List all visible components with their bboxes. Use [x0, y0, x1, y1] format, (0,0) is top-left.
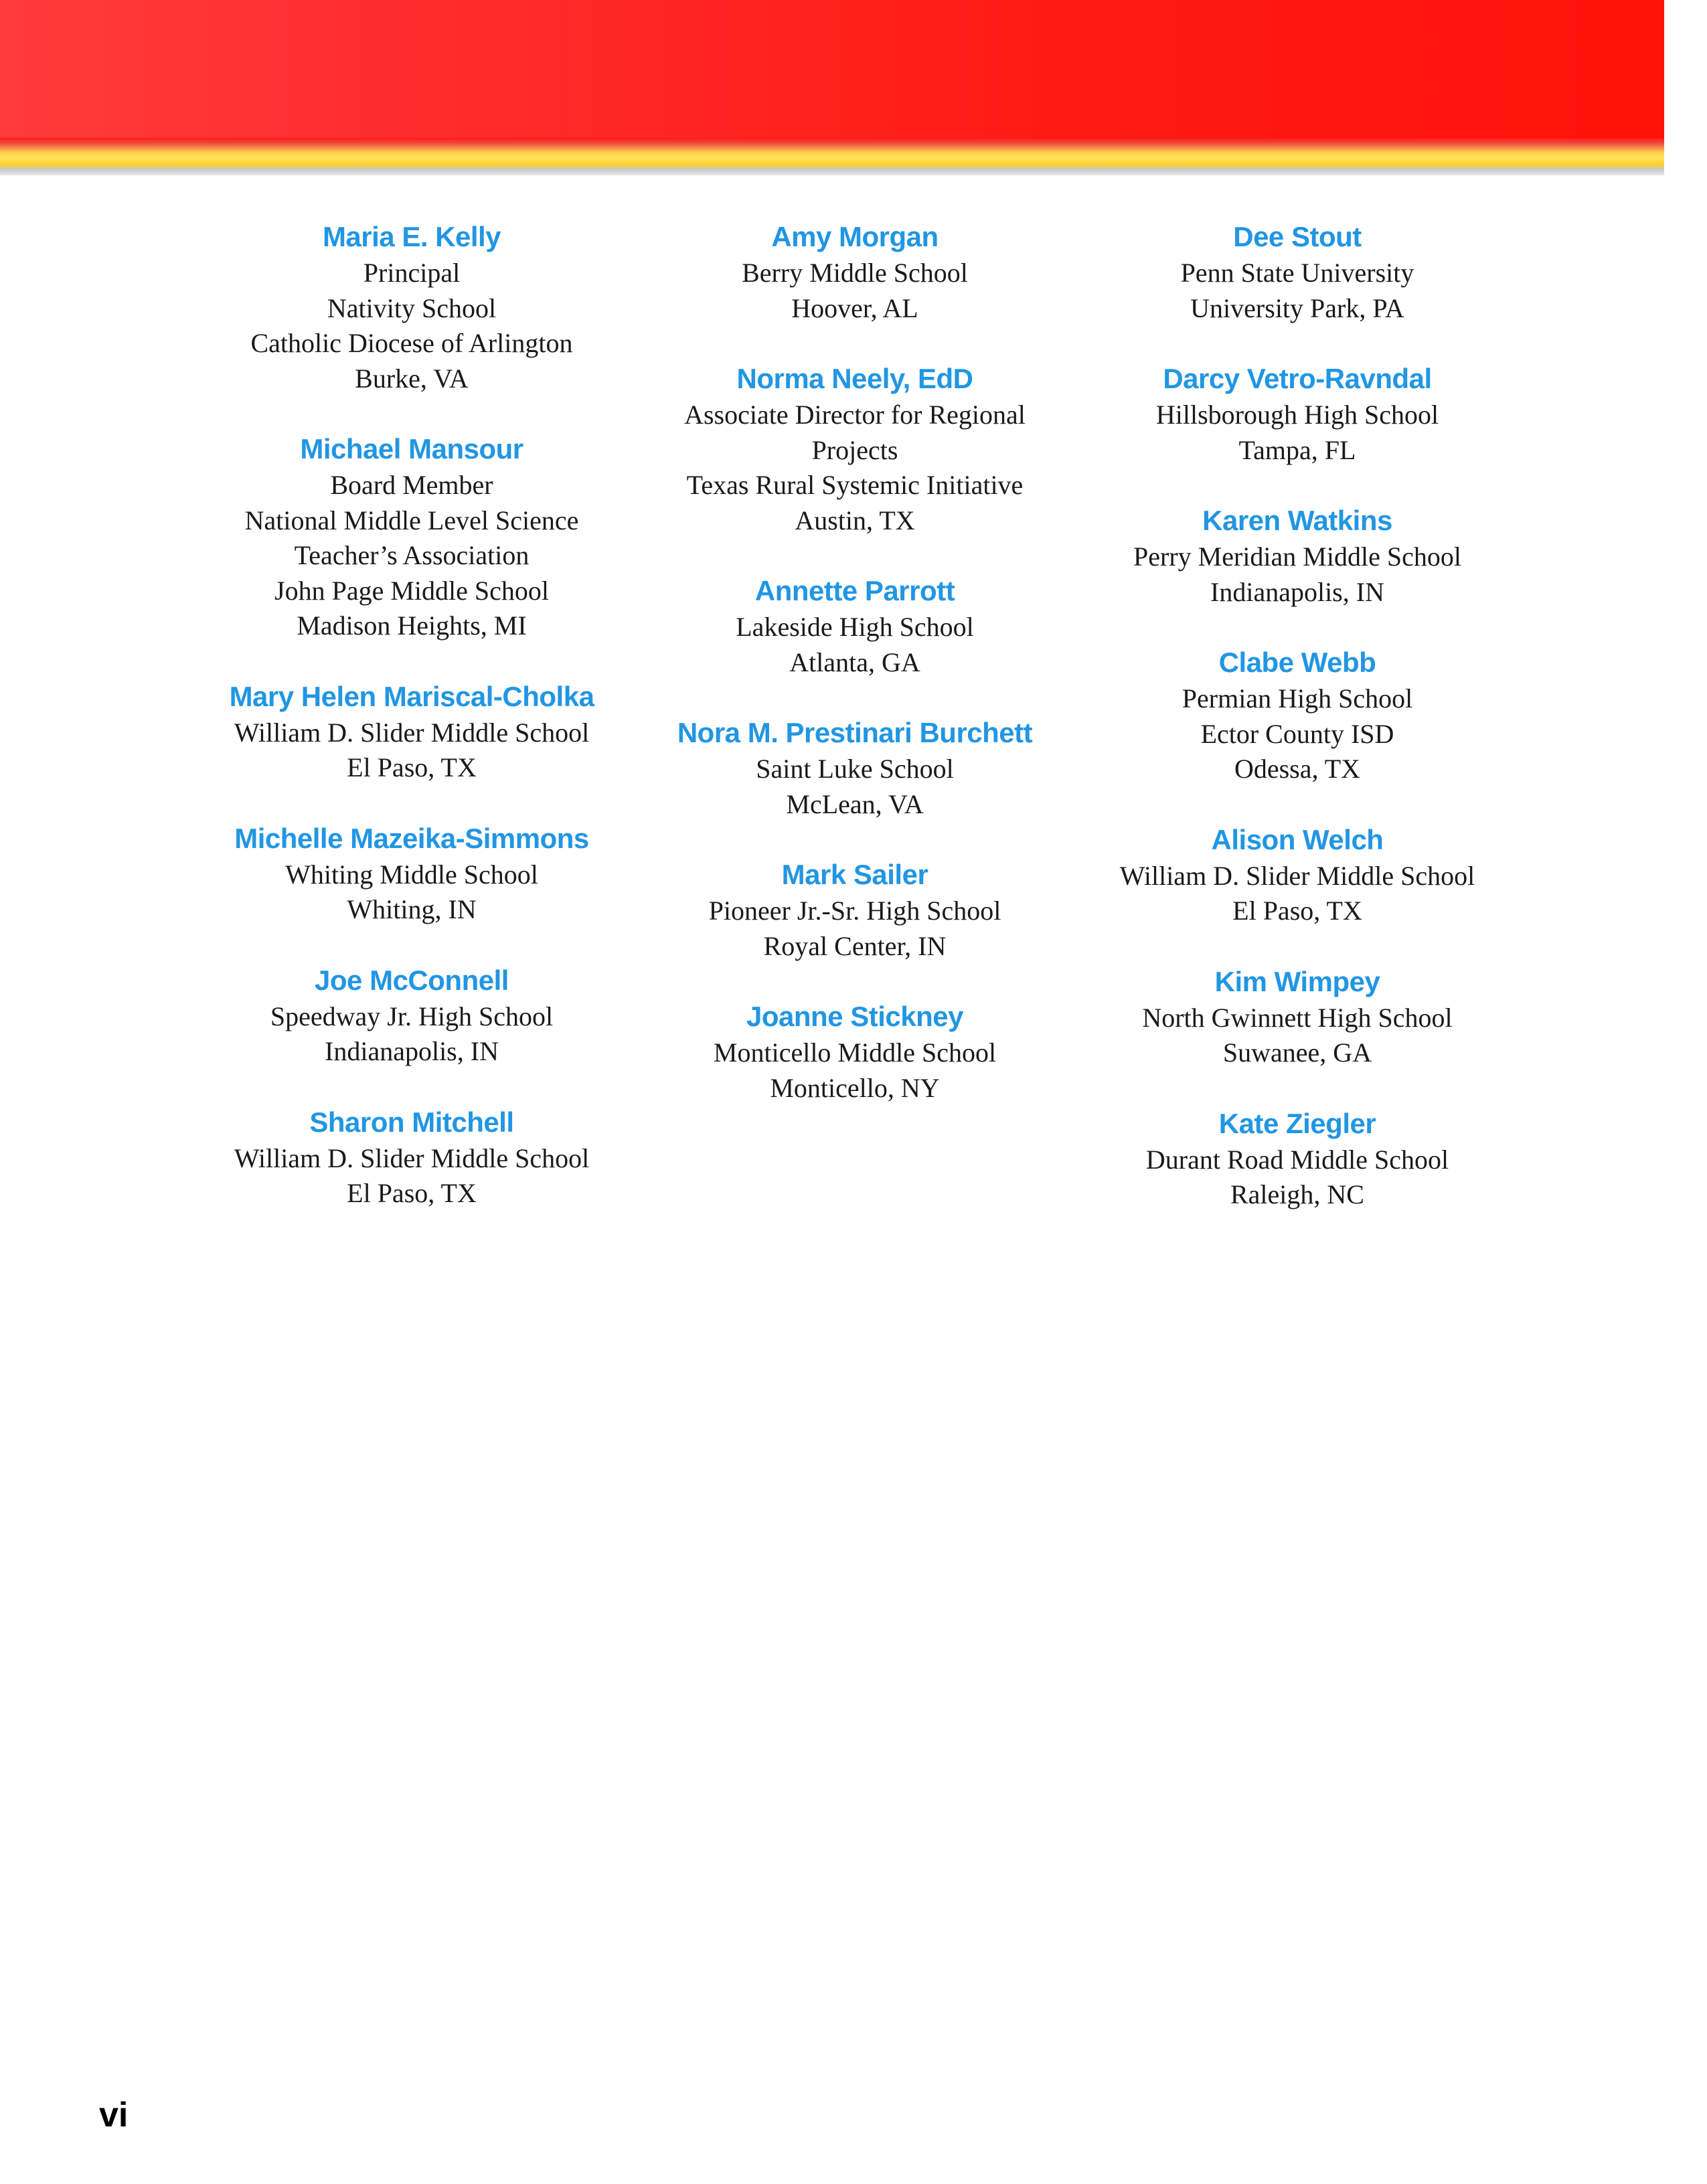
contributor-affiliation-line: Saint Luke School: [756, 754, 954, 784]
contributor-entry: [1050, 821, 1545, 929]
contributor-affiliation-line: Projects: [811, 434, 898, 465]
contributor-affiliation-line: El Paso, TX: [347, 752, 477, 782]
contributor-entry: [164, 678, 659, 786]
contributor-name: Michael Mansour: [300, 433, 523, 465]
contributor-name: Joe McConnell: [315, 964, 509, 996]
contributor-affiliation-line: Board Member: [330, 470, 493, 500]
contributor-affiliation-line: Hoover, AL: [791, 292, 918, 323]
contributor-affiliation-line: Principal: [363, 258, 461, 288]
contributor-affiliation-line: North Gwinnett High School: [1142, 1002, 1453, 1033]
contributor-name: Kim Wimpey: [1214, 965, 1380, 997]
contributor-affiliation-line: Perry Meridian Middle School: [1133, 541, 1461, 572]
header-yellow-stripe: [0, 138, 1664, 175]
contributor-affiliation-line: Burke, VA: [355, 363, 469, 394]
contributor-entry: [1050, 644, 1545, 787]
contributor-affiliation-line: El Paso, TX: [1232, 896, 1362, 926]
contributor-affiliation-line: Texas Rural Systemic Initiative: [686, 470, 1024, 500]
contributors-column-2: [607, 218, 1103, 1140]
contributor-affiliation-line: Whiting Middle School: [285, 859, 538, 890]
contributor-affiliation-line: Durant Road Middle School: [1145, 1144, 1449, 1175]
contributor-affiliation-line: Monticello Middle School: [713, 1037, 997, 1068]
contributor-affiliation-line: National Middle Level Science: [244, 505, 579, 535]
contributor-affiliation-line: Pioneer Jr.-Sr. High School: [708, 896, 1001, 926]
header-red-band: [0, 0, 1664, 142]
contributor-affiliation-line: Suwanee, GA: [1222, 1037, 1372, 1068]
contributor-name: Maria E. Kelly: [322, 221, 501, 252]
contributor-name: Nora M. Prestinari Burchett: [677, 717, 1033, 748]
contributor-affiliation-line: University Park, PA: [1190, 292, 1404, 323]
contributor-affiliation-line: John Page Middle School: [274, 575, 549, 606]
contributor-affiliation-line: Nativity School: [327, 292, 497, 323]
contributor-entry: [607, 218, 1103, 326]
contributor-entry: [164, 218, 659, 396]
contributor-affiliation-line: Associate Director for Regional: [684, 400, 1026, 430]
contributor-name: Clabe Webb: [1218, 647, 1376, 678]
contributor-entry: [1050, 963, 1545, 1071]
header-banner: [0, 0, 1664, 175]
contributor-affiliation-line: William D. Slider Middle School: [234, 717, 590, 748]
contributor-name: Dee Stout: [1233, 221, 1362, 252]
contributor-entry: [164, 1104, 659, 1211]
contributors-column-1: [164, 218, 659, 1246]
contributor-affiliation-line: Teacher’s Association: [294, 540, 530, 570]
contributor-affiliation-line: Austin, TX: [795, 505, 915, 535]
contributor-entry: [1050, 218, 1545, 326]
contributor-entry: [607, 360, 1103, 538]
contributor-affiliation-line: Ector County ISD: [1200, 718, 1394, 749]
contributor-affiliation-line: Whiting, IN: [347, 894, 477, 924]
contributor-name: Darcy Vetro-Ravndal: [1163, 363, 1432, 394]
contributor-affiliation-line: Speedway Jr. High School: [270, 1001, 554, 1031]
contributor-affiliation-line: Indianapolis, IN: [325, 1036, 499, 1066]
contributor-affiliation-line: Indianapolis, IN: [1210, 576, 1384, 607]
contributor-affiliation-line: Lakeside High School: [736, 612, 974, 642]
contributor-name: Sharon Mitchell: [309, 1106, 514, 1138]
contributor-entry: [1050, 502, 1545, 610]
contributor-name: Amy Morgan: [771, 221, 939, 252]
contributor-name: Joanne Stickney: [746, 1001, 963, 1032]
contributor-affiliation-line: Catholic Diocese of Arlington: [250, 328, 573, 358]
contributor-entry: [164, 962, 659, 1070]
page-number: vi: [99, 2096, 129, 2134]
contributor-affiliation-line: William D. Slider Middle School: [1119, 860, 1475, 891]
contributor-name: Kate Ziegler: [1218, 1107, 1376, 1139]
contributor-affiliation-line: Penn State University: [1180, 258, 1414, 288]
contributor-affiliation-line: Atlanta, GA: [789, 647, 920, 677]
contributor-affiliation-line: McLean, VA: [786, 788, 924, 819]
contributor-affiliation-line: William D. Slider Middle School: [234, 1143, 590, 1173]
contributor-name: Norma Neely, EdD: [736, 363, 973, 394]
contributor-entry: [164, 820, 659, 928]
contributor-entry: [607, 856, 1103, 964]
contributor-entry: [607, 714, 1103, 822]
contributor-affiliation-line: Permian High School: [1182, 683, 1413, 713]
contributor-affiliation-line: Hillsborough High School: [1155, 400, 1439, 430]
contributor-name: Mark Sailer: [781, 859, 928, 890]
contributor-entry: [607, 998, 1103, 1106]
contributor-affiliation-line: Tampa, FL: [1238, 434, 1356, 465]
contributor-affiliation-line: El Paso, TX: [347, 1178, 477, 1208]
contributor-entry: [1050, 360, 1545, 468]
contributor-name: Michelle Mazeika-Simmons: [234, 822, 589, 854]
contributor-affiliation-line: Raleigh, NC: [1230, 1179, 1364, 1209]
contributor-entry: [164, 430, 659, 644]
contributor-name: Annette Parrott: [754, 575, 955, 606]
contributor-affiliation-line: Royal Center, IN: [763, 930, 947, 961]
contributor-name: Alison Welch: [1211, 823, 1384, 855]
contributors-column-3: [1050, 218, 1545, 1247]
contributor-entry: [1050, 1105, 1545, 1213]
contributor-affiliation-line: Odessa, TX: [1234, 754, 1361, 784]
contributor-name: Karen Watkins: [1202, 505, 1392, 536]
contributor-entry: [607, 572, 1103, 680]
contributor-affiliation-line: Monticello, NY: [770, 1072, 940, 1103]
contributor-name: Mary Helen Mariscal-Cholka: [229, 680, 594, 712]
contributor-affiliation-line: Berry Middle School: [742, 258, 968, 288]
contributor-affiliation-line: Madison Heights, MI: [297, 610, 527, 641]
